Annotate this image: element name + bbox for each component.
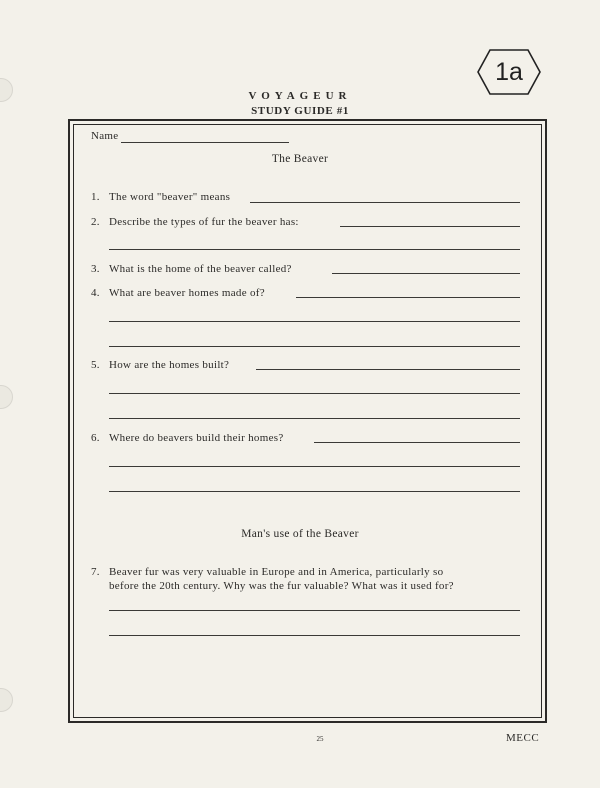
answer-line[interactable] [109,491,520,492]
answer-line[interactable] [109,249,520,250]
question-number: 1. [91,191,100,203]
name-answer-line[interactable] [121,142,289,143]
answer-line[interactable] [250,202,520,203]
question-number: 6. [91,432,100,444]
question-text-line-1: Beaver fur was very valuable in Europe and in America, particularly so [109,566,444,578]
question-number: 7. [91,566,100,578]
question-text: How are the homes built? [109,359,230,371]
name-label: Name [91,130,119,142]
answer-line[interactable] [109,610,520,611]
worksheet-frame [68,119,547,723]
question-text-line-2: before the 20th century. Why was the fur valuable? What was it used for? [109,580,454,592]
question-number: 5. [91,359,100,371]
page-subtitle: STUDY GUIDE #1 [251,105,349,117]
answer-line[interactable] [109,466,520,467]
answer-line[interactable] [109,346,520,347]
question-number: 4. [91,287,100,299]
page-number: 25 [316,735,324,743]
question-text: What is the home of the beaver called? [109,263,292,275]
lesson-badge-label: 1a [495,58,523,86]
question-text: Where do beavers build their homes? [109,432,284,444]
answer-line[interactable] [109,393,520,394]
page-title: VOYAGEUR [248,90,352,102]
answer-line[interactable] [109,635,520,636]
answer-line[interactable] [340,226,520,227]
binder-hole [0,688,13,712]
publisher-label: MECC [506,732,540,744]
answer-line[interactable] [332,273,520,274]
answer-line[interactable] [109,418,520,419]
answer-line[interactable] [314,442,520,443]
answer-line[interactable] [296,297,520,298]
answer-line[interactable] [109,321,520,322]
section-title: The Beaver [271,153,329,165]
question-number: 2. [91,216,100,228]
question-text: Describe the types of fur the beaver has: [109,216,299,228]
lesson-badge [476,48,542,96]
question-text: What are beaver homes made of? [109,287,265,299]
question-number: 3. [91,263,100,275]
binder-hole [0,385,13,409]
question-text: The word "beaver" means [109,191,231,203]
answer-line[interactable] [256,369,520,370]
section-title: Man's use of the Beaver [241,528,359,540]
